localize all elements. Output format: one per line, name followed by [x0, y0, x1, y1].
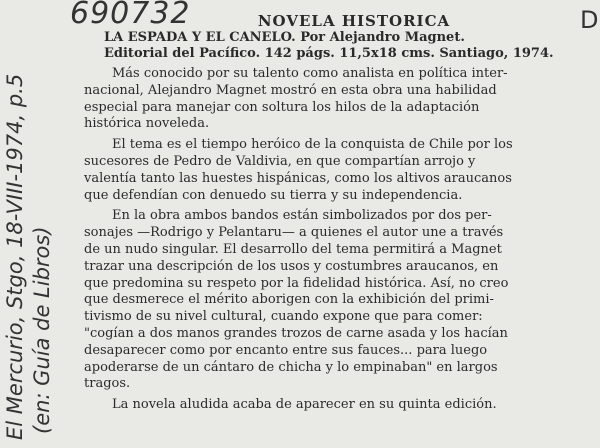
- text-line: especial para manejar con soltura los hilos de la adaptación: [84, 99, 480, 115]
- paragraph-1: [84, 66, 584, 133]
- text-line: desaparecer como por encanto entre sus fauces... para luego: [84, 342, 488, 358]
- bibliographic-line: Editorial del Pacífico. 142 págs. 11,5x18 cms. Santiago, 1974.: [104, 46, 554, 61]
- article: [84, 12, 584, 418]
- text-line: La novela aludida acaba de aparecer en su quinta edición.: [112, 397, 497, 413]
- text-line: sonajes —Rodrigo y Pelantaru— a quienes el autor une a través: [84, 225, 504, 241]
- text-line: apoderarse de un cántaro de chicha y lo empinaban" en largos: [84, 359, 498, 375]
- text-line: que defendían con denuedo su tierra y su independencia.: [84, 187, 463, 203]
- text-line: El tema es el tiempo heróico de la conquista de Chile por los: [112, 137, 513, 153]
- text-line: tivismo de su nivel cultural, cuando expone que para comer:: [84, 309, 483, 325]
- article-headline: NOVELA HISTORICA: [257, 12, 451, 30]
- text-line: trazar una descripción de los usos y costumbres araucanos, en: [84, 258, 499, 274]
- text-line: nacional, Alejandro Magnet mostró en esta obra una habilidad: [84, 82, 497, 98]
- text-line: sucesores de Pedro de Valdivia, en que compartían arrojo y: [84, 153, 476, 169]
- handwritten-source-note: [2, 0, 56, 440]
- source-note-line: El Mercurio, Stgo, 18-VIII-1974, p.5: [3, 73, 27, 440]
- text-line: Más conocido por su talento como analista en política inter-: [112, 66, 508, 81]
- paragraph-2: [84, 137, 584, 204]
- bibliographic-line: LA ESPADA Y EL CANELO. Por Alejandro Magnet.: [104, 30, 465, 45]
- text-line: tragos.: [84, 376, 131, 392]
- text-line: que desmerece el mérito aborigen con la exhibición del primi-: [84, 292, 494, 308]
- text-line: "cogían a dos manos grandes trozos de carne asada y los hacían: [84, 325, 508, 341]
- text-line: que predomina su respeto por la fidelidad histórica. Así, no creo: [84, 275, 509, 291]
- text-line: En la obra ambos bandos están simbolizados por dos per-: [112, 208, 492, 224]
- source-note-line: (en: Guía de Libros): [30, 226, 54, 434]
- text-line: de un nudo singular. El desarrollo del tema permitirá a Magnet: [84, 241, 502, 257]
- paragraph-4: [84, 397, 584, 414]
- handwritten-mark: D: [580, 6, 599, 34]
- bibliographic-info: [84, 30, 584, 62]
- text-line: histórica noveleda.: [84, 116, 210, 132]
- paragraph-3: [84, 208, 584, 393]
- handwritten-reference-number: 690732: [70, 0, 191, 31]
- text-line: valentía tanto las huestes hispánicas, como los altivos araucanos: [84, 170, 512, 186]
